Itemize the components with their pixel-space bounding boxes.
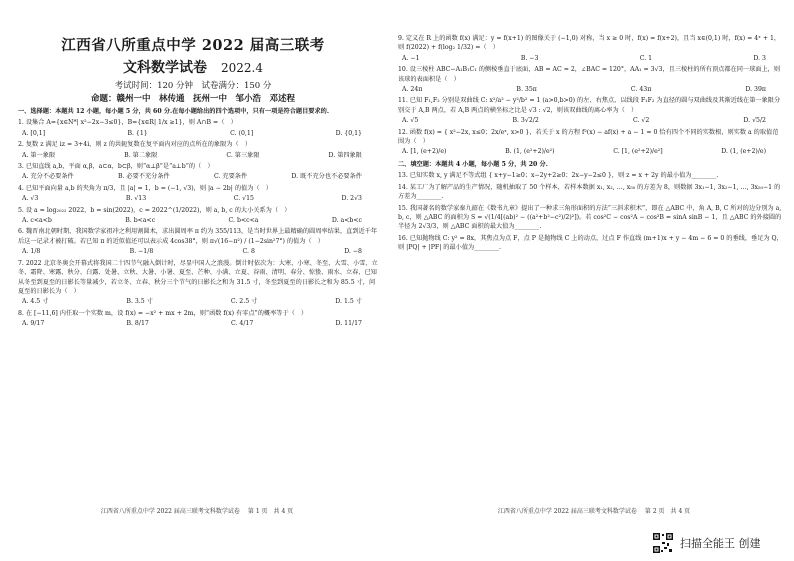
option: C. √15 — [233, 195, 254, 203]
option: B. √13 — [125, 195, 147, 203]
question-4-options — [18, 194, 380, 203]
option: D. (1, (e+2)/e) — [721, 148, 766, 156]
option: C. 1 — [639, 54, 653, 62]
option: D. √5/2 — [743, 117, 766, 125]
option: D. 第四象限 — [328, 151, 362, 159]
page-number: 第 1 页 共 4 页 — [247, 508, 294, 515]
option: D. 39π — [745, 86, 766, 94]
question-4: 4. 已知平面向量 a,b 的夹角为 π/3，且 |a| = 1，b = (−1, √3)，则 |a − 2b| 的值为（ ） — [18, 184, 272, 192]
right-question-list — [390, 0, 790, 253]
option: B. b<a<c — [125, 217, 156, 225]
question-1-options — [18, 129, 380, 138]
question-9: 9. 定义在 R 上的函数 f(x) 满足：y = f(x+1) 的图像关于 (−1,0) 对称，当 x ≥ 0 时，f(x) = f(x+2)，且当 x∈(0,1) 时，f(x) = 4ˣ + 1，则 f(2022) + f(log₂ 1/32) =（ ） — [398, 35, 781, 52]
exam-header — [0, 34, 386, 104]
option: A. 4.5 寸 — [22, 298, 49, 306]
left-question-list — [0, 107, 386, 329]
question-8: 8. 在 [−11,6] 内任取一个实数 m，设 f(x) = −x² + mx + 2m，则“函数 f(x) 有零点”的概率等于（ ） — [18, 309, 308, 317]
question-14: 14. 某工厂为了解产品的生产情况，随机抽取了 50 个样本，若样本数据 x₁, x₂, …, x₅₀ 的方差为 8，则数据 3x₁−1, 3x₂−1, …, 3x₅₀−1 的方差为________. — [398, 183, 781, 201]
option: D. {0,1} — [335, 129, 362, 137]
exam-date: 2022.4 — [221, 61, 263, 75]
question-3: 3. 已知直线 a,b，平面 α,β，a⊂α，b⊂β，则“α⊥β”是“a⊥b”的（ ） — [18, 163, 214, 171]
option: B. 3√2/2 — [512, 117, 539, 125]
scanner-label: 扫描全能王 创建 — [680, 537, 761, 550]
qr-code-icon — [652, 532, 674, 554]
option: D. −8 — [344, 248, 362, 256]
question-7: 7. 2022 北京冬奥会开幕式将我国二十四节气融入倒计时，尽显中国人之浪漫。倒计时依次为：大寒、小寒、冬至、大雪、小雪、立冬、霜降、寒露、秋分、白露、处暑、立秋、大暑、小暑、夏至、芒种、小满、立夏、谷雨、清明、春分、惊蛰、雨水、立春，已知从冬至到夏至的日影长等量减少，若立冬、立春、秋分三个节气的日影长之和为 31.5 寸，冬至到夏至的日影长之和为 85.5 寸，问夏至的日影长为（ ） — [18, 259, 378, 295]
option: B. 8/17 — [126, 320, 149, 328]
option: C. 2.5 寸 — [230, 298, 258, 306]
question-11: 11. 已知 F₁,F₂ 分别是双曲线 C: x²/a² − y²/b² = 1 (a>0,b>0) 的左、右焦点，以线段 F₁F₂ 为直径的圆与双曲线及其渐近线在第一象限分别交于 A,B 两点，若 A,B 两点的横坐标之比是 √3 : √2，则该双曲线的离心率为（ ） — [398, 97, 781, 114]
option: C. 充要条件 — [213, 173, 248, 181]
option: C. 8 — [242, 248, 255, 256]
option: B. (1, (e²+2)/e²) — [505, 148, 555, 156]
question-3-options — [18, 172, 380, 181]
option: A. 9/17 — [22, 320, 45, 328]
option: B. 必要不充分条件 — [117, 173, 170, 181]
exam-subtitle — [0, 57, 386, 77]
question-11-options — [398, 116, 784, 125]
exam-title: 江西省八所重点中学 2022 届高三联考 — [61, 37, 325, 54]
question-9-options — [398, 54, 784, 63]
right-page — [390, 0, 790, 530]
option: B. 第二象限 — [124, 151, 158, 159]
question-2-options — [18, 151, 380, 160]
question-12-options — [398, 147, 784, 156]
option: B. −3 — [520, 54, 539, 62]
option: A. [1, (e+2)/e) — [402, 148, 447, 156]
question-5-options — [18, 216, 380, 225]
page-footer — [390, 506, 790, 515]
question-7-options — [18, 297, 380, 306]
option: D. 2√3 — [341, 195, 362, 203]
option: A. √3 — [22, 195, 39, 203]
question-16: 16. 已知抛物线 C: y² = 8x，其焦点为点 F，点 P 是抛物线 C 上的动点，过点 F 作直线 (m+1)x + y − 4m − 6 = 0 的垂线，垂足为 Q，则 |PQ| + |PF| 的最小值为________. — [398, 234, 783, 252]
option: C. b<c<a — [228, 217, 259, 225]
exam-info: 考试时间：120 分钟 试卷满分：150 分 — [114, 81, 272, 91]
question-8-options — [18, 319, 380, 328]
exam-authors: 命题：赣州一中 林传通 抚州一中 邹小浩 邓述程 — [90, 94, 295, 104]
question-13: 13. 已知实数 x, y 满足不等式组 { x+y−1≥0；x−2y+2≥0；2x−y−2≤0 }，则 z = x + 2y 的最小值为________. — [398, 172, 719, 180]
option: D. 1.5 寸 — [335, 298, 362, 306]
option: A. 充分不必要条件 — [22, 173, 74, 181]
left-page — [0, 0, 386, 530]
option: D. 3 — [753, 54, 766, 62]
scanner-watermark — [652, 526, 794, 560]
option: C. 43π — [630, 86, 652, 94]
question-12: 12. 函数 f(x) = { x²−2x, x≤0；2x/eˣ, x>0 }，若关于 x 的方程 f²(x) − af(x) + a − 1 = 0 恰有四个不同的实数根，则实数 a 的取值范围为（ ） — [398, 128, 779, 146]
option: A. [0,1] — [22, 129, 46, 137]
question-10-options — [398, 85, 784, 94]
option: C. 第三象限 — [226, 151, 260, 159]
subtitle-text: 文科数学试卷 — [123, 60, 207, 76]
option: C. [1, (e²+2)/e²] — [613, 148, 663, 156]
option: B. {1} — [127, 129, 148, 137]
option: A. 1/8 — [22, 248, 41, 256]
section-heading: 一、选择题：本题共 12 小题，每小题 5 分，共 60 分.在每小题给出的四个选项中，只有一项是符合题目要求的. — [18, 108, 330, 115]
page-footer — [0, 506, 386, 515]
option: A. √5 — [402, 117, 419, 125]
option: D. 11/17 — [335, 320, 362, 328]
question-6: 6. 魏晋南北朝时期，我国数学家祖冲之利用割圆术，求出圆周率 π 约为 355/113，是当时世界上最精确的圆周率结果，直到近千年后这一记录才被打破。若已知 π 的近似值还可以表示成 4cos38°，则 π√(16−π²) / (1−2sin²7°) 的值为（ ） — [18, 228, 378, 245]
section-heading: 二、填空题：本题共 4 小题，每小题 5 分，共 20 分. — [398, 160, 548, 168]
footer-text: 江西省八所重点中学 2022 届高三联考文科数学试卷 — [497, 508, 637, 515]
option: A. 24π — [402, 86, 423, 94]
option: C. 4/17 — [230, 320, 254, 328]
option: C. (0,1] — [230, 129, 254, 137]
question-15: 15. 我国著名的数学家秦九韶在《数书九章》提出了一种求三角形面积的方法“三斜求积术”，即在 △ABC 中，角 A, B, C 所对的边分别为 a, b, c，则 △ABC 的面积为 S = √(1/4[(ab)² − ((a²+b²−c²)/2)²])。若 cos²C − cos²A − cos²B = sinA sinB − 1，且 △ABC 的外接圆的半径为 2√3/3，则 △ABC 面积的最大值为________. — [398, 204, 782, 231]
option: B. 3.5 寸 — [126, 298, 153, 306]
option: B. −1/8 — [129, 248, 154, 256]
option: B. 35π — [516, 86, 537, 94]
page-number: 第 2 页 共 4 页 — [644, 508, 691, 515]
question-2: 2. 复数 z 满足 iz = 3+4i，则 z 的共轭复数在复平面内对应的点所在的象限为（ ） — [18, 141, 252, 149]
option: A. −1 — [402, 54, 420, 62]
option: D. a<b<c — [331, 217, 362, 225]
question-10: 10. 设三棱柱 ABC−A₁B₁C₁ 的侧棱垂直于底面，AB = AC = 2，∠BAC = 120°，AA₁ = 3√3，且三棱柱的所有顶点都在同一球面上，则该球的表面积是（ ） — [398, 66, 781, 83]
option: A. c<a<b — [22, 217, 52, 225]
question-6-options — [18, 247, 380, 256]
question-5: 5. 设 a = log₂₀₂₂ 2022，b = sin(2022)，c = 2022^(1/2022)，则 a, b, c 的大小关系为（ ） — [18, 206, 291, 214]
option: C. √2 — [632, 117, 650, 125]
option: A. 第一象限 — [22, 151, 56, 159]
option: D. 既不充分也不必要条件 — [291, 173, 362, 181]
question-1: 1. 设集合 A={x∈N*| x²−2x−3≤0}，B={x∈R| 1/x ≥1}，则 A∩B =（ ） — [18, 119, 237, 127]
footer-text: 江西省八所重点中学 2022 届高三联考文科数学试卷 — [100, 508, 240, 515]
